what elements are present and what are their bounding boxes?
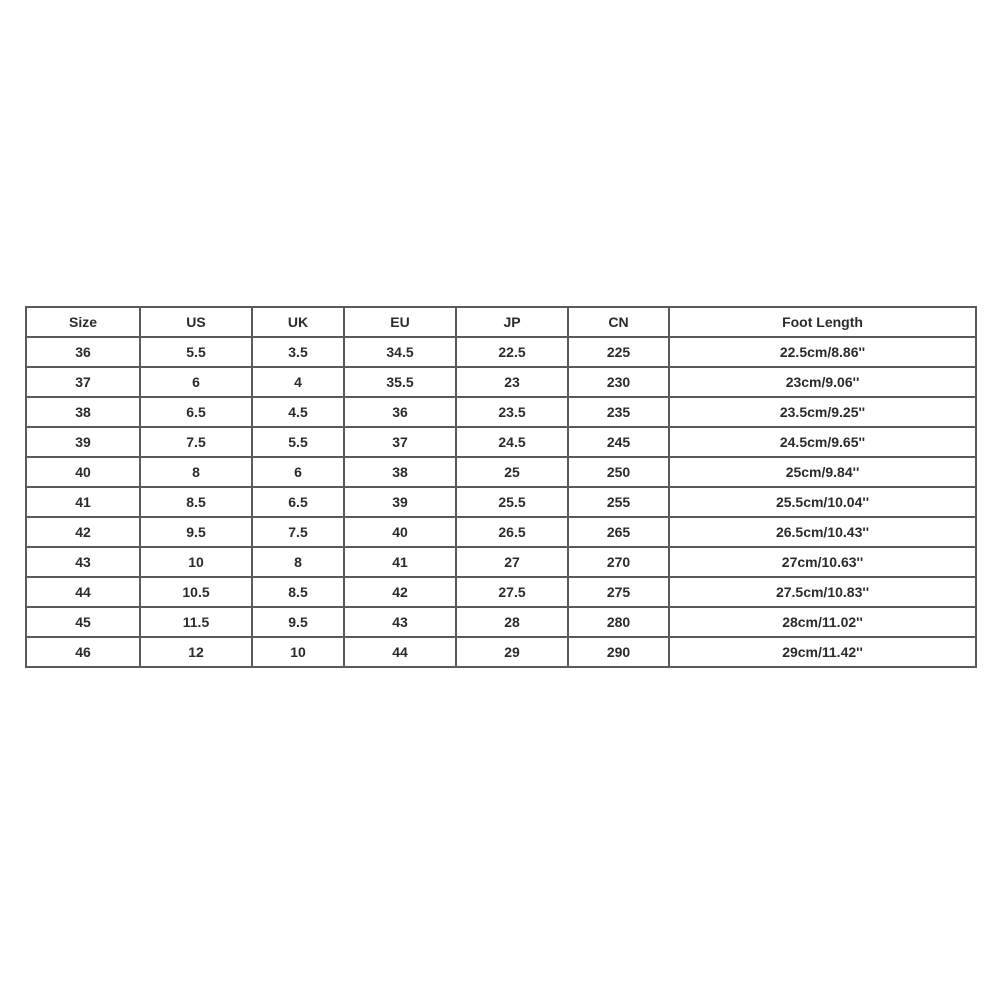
table-header-row [26,307,976,337]
cell-us: 9.5 [140,517,252,547]
cell-eu: 41 [344,547,456,577]
header-us: US [140,307,252,337]
table-row [26,427,976,457]
cell-us: 10 [140,547,252,577]
cell-size: 40 [26,457,140,487]
header-cn: CN [568,307,669,337]
cell-cn: 235 [568,397,669,427]
cell-uk: 4 [252,367,344,397]
cell-jp: 24.5 [456,427,568,457]
header-foot-length: Foot Length [669,307,976,337]
cell-eu: 40 [344,517,456,547]
cell-foot-length: 23cm/9.06'' [669,367,976,397]
cell-size: 36 [26,337,140,367]
cell-jp: 27 [456,547,568,577]
cell-size: 46 [26,637,140,667]
cell-uk: 6.5 [252,487,344,517]
cell-jp: 29 [456,637,568,667]
cell-us: 7.5 [140,427,252,457]
cell-eu: 39 [344,487,456,517]
cell-us: 6 [140,367,252,397]
cell-eu: 42 [344,577,456,607]
cell-uk: 8 [252,547,344,577]
cell-us: 5.5 [140,337,252,367]
header-eu: EU [344,307,456,337]
table-row [26,397,976,427]
cell-foot-length: 27cm/10.63'' [669,547,976,577]
cell-size: 43 [26,547,140,577]
cell-cn: 225 [568,337,669,367]
cell-foot-length: 22.5cm/8.86'' [669,337,976,367]
cell-uk: 9.5 [252,607,344,637]
cell-cn: 230 [568,367,669,397]
cell-uk: 10 [252,637,344,667]
cell-foot-length: 27.5cm/10.83'' [669,577,976,607]
cell-cn: 275 [568,577,669,607]
cell-eu: 44 [344,637,456,667]
table-row [26,337,976,367]
cell-size: 38 [26,397,140,427]
cell-eu: 38 [344,457,456,487]
table-row [26,547,976,577]
cell-jp: 25.5 [456,487,568,517]
table-row [26,517,976,547]
cell-foot-length: 24.5cm/9.65'' [669,427,976,457]
cell-eu: 34.5 [344,337,456,367]
cell-size: 42 [26,517,140,547]
cell-cn: 250 [568,457,669,487]
cell-size: 37 [26,367,140,397]
cell-cn: 255 [568,487,669,517]
header-size: Size [26,307,140,337]
table-row [26,637,976,667]
cell-jp: 27.5 [456,577,568,607]
cell-cn: 270 [568,547,669,577]
cell-uk: 5.5 [252,427,344,457]
table-row [26,367,976,397]
cell-eu: 35.5 [344,367,456,397]
cell-jp: 28 [456,607,568,637]
cell-jp: 23 [456,367,568,397]
cell-foot-length: 26.5cm/10.43'' [669,517,976,547]
cell-uk: 4.5 [252,397,344,427]
cell-us: 6.5 [140,397,252,427]
table-body [26,337,976,667]
cell-cn: 245 [568,427,669,457]
table-row [26,607,976,637]
cell-us: 8.5 [140,487,252,517]
cell-foot-length: 29cm/11.42'' [669,637,976,667]
cell-size: 44 [26,577,140,607]
cell-cn: 265 [568,517,669,547]
cell-foot-length: 28cm/11.02'' [669,607,976,637]
cell-foot-length: 25.5cm/10.04'' [669,487,976,517]
cell-size: 39 [26,427,140,457]
cell-size: 45 [26,607,140,637]
cell-us: 8 [140,457,252,487]
table-row [26,457,976,487]
header-jp: JP [456,307,568,337]
cell-eu: 37 [344,427,456,457]
size-chart-table [25,306,977,668]
cell-eu: 36 [344,397,456,427]
cell-cn: 280 [568,607,669,637]
cell-size: 41 [26,487,140,517]
header-uk: UK [252,307,344,337]
cell-uk: 3.5 [252,337,344,367]
table-row [26,487,976,517]
cell-jp: 23.5 [456,397,568,427]
cell-jp: 25 [456,457,568,487]
cell-us: 11.5 [140,607,252,637]
cell-jp: 22.5 [456,337,568,367]
cell-eu: 43 [344,607,456,637]
cell-jp: 26.5 [456,517,568,547]
table-row [26,577,976,607]
cell-foot-length: 25cm/9.84'' [669,457,976,487]
cell-foot-length: 23.5cm/9.25'' [669,397,976,427]
cell-us: 10.5 [140,577,252,607]
cell-uk: 7.5 [252,517,344,547]
cell-uk: 8.5 [252,577,344,607]
cell-cn: 290 [568,637,669,667]
cell-uk: 6 [252,457,344,487]
cell-us: 12 [140,637,252,667]
